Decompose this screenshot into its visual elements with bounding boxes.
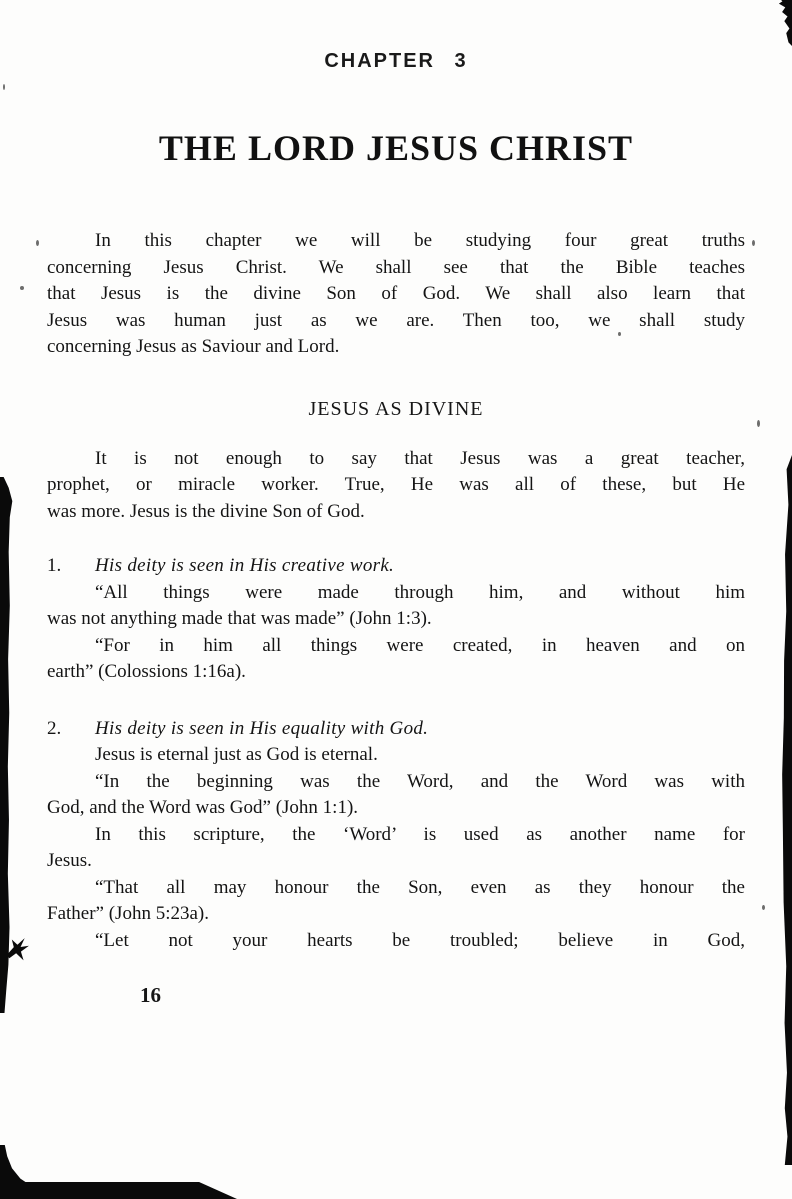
text-line: was more. Jesus is the divine Son of God. bbox=[47, 500, 365, 522]
text-line: “For in him all things were created, in heaven and on bbox=[95, 634, 745, 656]
body-text-column bbox=[0, 228, 792, 1007]
page-title: THE LORD JESUS CHRIST bbox=[158, 128, 634, 168]
text-line bbox=[47, 716, 745, 743]
chapter-heading: CHAPTER 3 bbox=[324, 50, 468, 72]
item-heading: His deity is seen in His equality with God. bbox=[95, 717, 429, 739]
text-line: “That all may honour the Son, even as they honour the bbox=[95, 876, 745, 898]
text-line: In this scripture, the ‘Word’ is used as another name for bbox=[95, 823, 745, 845]
text-line: Jesus is eternal just as God is eternal. bbox=[95, 744, 378, 765]
page-number: 16 bbox=[140, 983, 161, 1007]
scan-speck bbox=[762, 905, 765, 910]
text-line bbox=[47, 553, 745, 580]
text-line: Father” (John 5:23a). bbox=[47, 903, 209, 924]
paragraph-eternal bbox=[47, 742, 745, 769]
text-line: prophet, or miracle worker. True, He was all of these, but He bbox=[47, 474, 745, 495]
numbered-point-1 bbox=[47, 553, 745, 580]
quote-colossians bbox=[47, 633, 745, 686]
text-line: Jesus. bbox=[47, 850, 92, 871]
paragraph-not-enough bbox=[47, 446, 745, 526]
text-line: that Jesus is the divine Son of God. We shall also learn that bbox=[47, 283, 745, 304]
text-line: was not anything made that was made” (John 1:3). bbox=[47, 608, 432, 629]
text-line: “All things were made through him, and without him bbox=[95, 581, 745, 603]
quote-john-14 bbox=[47, 928, 745, 955]
text-line: earth” (Colossions 1:16a). bbox=[47, 661, 246, 682]
scan-speck bbox=[752, 240, 755, 246]
text-line: Jesus was human just as we are. Then too, we shall study bbox=[47, 309, 745, 331]
text-line: concerning Jesus as Saviour and Lord. bbox=[47, 336, 340, 357]
scan-bar-bottom bbox=[0, 1182, 237, 1199]
item-heading: His deity is seen in His creative work. bbox=[95, 555, 395, 576]
text-line: concerning Jesus Christ. We shall see that the Bible teaches bbox=[47, 256, 745, 278]
quote-john-1-3 bbox=[47, 580, 745, 633]
section-heading: JESUS AS DIVINE bbox=[308, 397, 484, 420]
quote-john-1-1 bbox=[47, 769, 745, 822]
text-line: “In the beginning was the Word, and the Word was with bbox=[95, 770, 745, 792]
paragraph-intro bbox=[47, 228, 745, 361]
scan-speck bbox=[36, 240, 39, 246]
text-line: God, and the Word was God” (John 1:1). bbox=[47, 797, 359, 818]
quote-john-5-23 bbox=[47, 875, 745, 928]
item-number: 1. bbox=[47, 555, 62, 576]
scan-speck bbox=[3, 84, 5, 90]
item-number: 2. bbox=[47, 717, 62, 739]
text-line: It is not enough to say that Jesus was a great teacher, bbox=[95, 447, 745, 469]
paragraph-scripture-word bbox=[47, 822, 745, 875]
scan-speck bbox=[20, 286, 24, 290]
text-line: “Let not your hearts be troubled; believe in God, bbox=[95, 929, 745, 951]
text-line: In this chapter we will be studying four great truths bbox=[95, 230, 745, 251]
scan-speck bbox=[618, 332, 621, 336]
numbered-point-2 bbox=[47, 716, 745, 743]
scan-speck bbox=[757, 420, 760, 427]
scan-corner-bottom-left bbox=[0, 1145, 30, 1185]
